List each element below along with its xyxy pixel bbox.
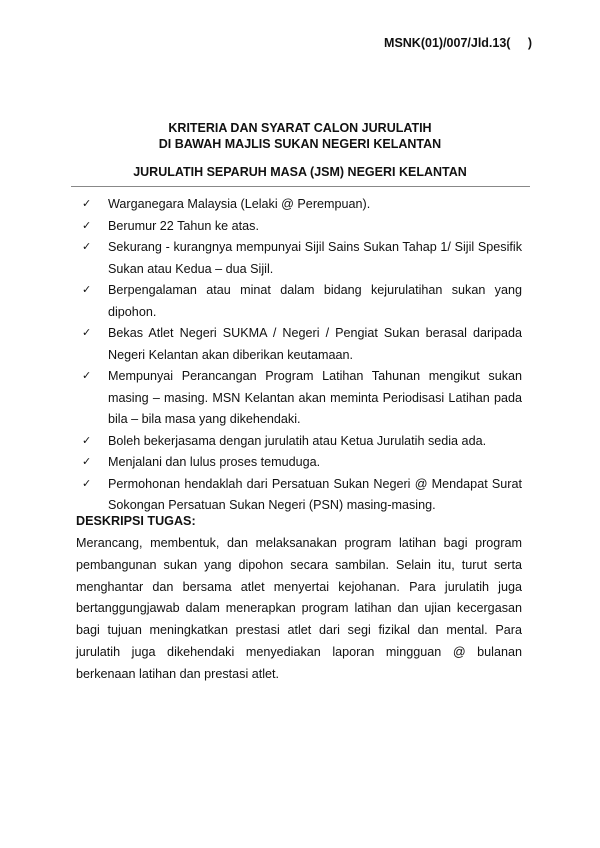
check-icon: ✓: [82, 198, 92, 210]
description-paragraph: Merancang, membentuk, dan melaksanakan program latihan bagi program pembangunan sukan yang dipohon secara sambilan. Selain itu, turut serta menghantar dan bersama atlet menyertai kejohanan. Para jurulatih juga bertanggungjawab dalam menerapkan program latihan dan ujian kecergasan bagi tujuan meningkatkan prestasi atlet dari segi fizikal dan mental. Para jurulatih juga dikehendaki menyediakan laporan mingguan @ bulanan berkenaan latihan dan prestasi atlet.: [76, 536, 522, 681]
check-icon: ✓: [82, 327, 92, 339]
list-item: ✓ Sekurang - kurangnya mempunyai Sijil Sains Sukan Tahap 1/ Sijil Spesifik Sukan atau Kedua – dua Sijil.: [80, 237, 522, 280]
list-item: ✓ Menjalani dan lulus proses temuduga.: [80, 452, 522, 474]
check-icon: ✓: [82, 219, 92, 232]
document-title: [0, 120, 600, 152]
list-item: ✓ Permohonan hendaklah dari Persatuan Sukan Negeri @ Mendapat Surat Sokongan Persatuan Sukan Negeri (PSN) masing-masing.: [80, 474, 522, 517]
check-icon: ✓: [82, 434, 92, 447]
check-icon: ✓: [82, 456, 92, 468]
list-item: ✓ Boleh bekerjasama dengan jurulatih atau Ketua Jurulatih sedia ada.: [80, 431, 522, 453]
check-icon: ✓: [82, 241, 92, 253]
description-heading: DESKRIPSI TUGAS:: [76, 514, 196, 528]
list-item: ✓ Berpengalaman atau minat dalam bidang kejurulatihan sukan yang dipohon.: [80, 280, 522, 323]
criteria-list: [80, 194, 522, 517]
divider: [71, 186, 530, 187]
reference-number: MSNK(01)/007/Jld.13( ): [384, 36, 532, 50]
list-item: ✓ Mempunyai Perancangan Program Latihan Tahunan mengikut sukan masing – masing. MSN Kelantan akan meminta Periodisasi Latihan pada bila – bila masa yang dikehendaki.: [80, 366, 522, 431]
list-item: ✓ Bekas Atlet Negeri SUKMA / Negeri / Pengiat Sukan berasal daripada Negeri Kelantan akan diberikan keutamaan.: [80, 323, 522, 366]
title-line-1: KRITERIA DAN SYARAT CALON JURULATIH: [168, 121, 432, 135]
check-icon: ✓: [82, 477, 92, 490]
check-icon: ✓: [82, 370, 92, 382]
list-item: ✓ Berumur 22 Tahun ke atas.: [80, 216, 522, 238]
check-icon: ✓: [82, 284, 92, 296]
list-item: ✓ Warganegara Malaysia (Lelaki @ Perempuan).: [80, 194, 522, 216]
title-line-2: DI BAWAH MAJLIS SUKAN NEGERI KELANTAN: [158, 137, 442, 151]
document-subtitle: JURULATIH SEPARUH MASA (JSM) NEGERI KELANTAN: [133, 165, 467, 179]
